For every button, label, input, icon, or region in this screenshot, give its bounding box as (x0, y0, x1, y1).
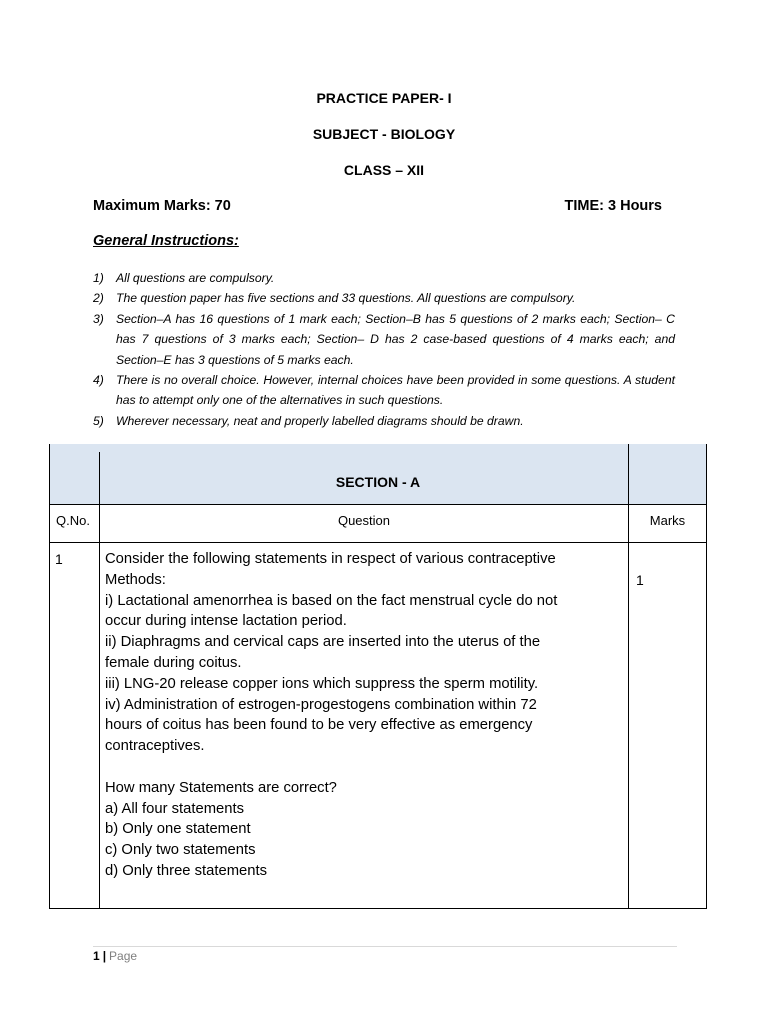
instruction-number: 3) (93, 311, 104, 326)
instruction-number: 2) (93, 291, 104, 306)
instruction-text: All questions are compulsory. (116, 271, 275, 285)
question-line: hours of coitus has been found to be very effective as emergency (105, 717, 533, 734)
question-line: Consider the following statements in respect of various contraceptive (105, 551, 556, 567)
instruction-number: 4) (93, 373, 104, 388)
question-prompt: How many Statements are correct? (105, 779, 337, 796)
paper-title: PRACTICE PAPER- I (316, 90, 452, 106)
general-instructions-heading: General Instructions: (93, 233, 239, 249)
instruction-item (93, 288, 675, 308)
instruction-text: Section–A has 16 questions of 1 mark each; Section–B has 5 questions of 2 marks each; Section– C has 7 questions of 3 marks each; Section– D has 2 case-based questions of 4 marks each; and Section–E has 3 questions of 5 marks each. (116, 311, 675, 367)
answer-option-c: c) Only two statements (105, 842, 256, 859)
table-rule-section (49, 504, 707, 505)
page-label: Page (109, 949, 138, 963)
table-border-left (49, 444, 50, 909)
instruction-item (93, 370, 675, 411)
answer-option-b: b) Only one statement (105, 821, 251, 838)
question-line: i) Lactational amenorrhea is based on the fact menstrual cycle do not (105, 592, 558, 609)
question-line: Methods: (105, 571, 166, 588)
answer-option-d: d) Only three statements (105, 862, 268, 879)
question-line-gap (105, 757, 625, 778)
instruction-text: The question paper has five sections and 33 questions. All questions are compulsory. (116, 291, 576, 306)
question-line: iii) LNG-20 release copper ions which suppress the sperm motility. (105, 675, 539, 692)
instructions-list (93, 268, 675, 431)
instruction-item (93, 309, 675, 370)
marks-time-row (93, 198, 662, 214)
maximum-marks: Maximum Marks: 70 (93, 198, 231, 214)
table-rule-bottom (49, 908, 707, 909)
footer-rule (93, 946, 677, 947)
question-line: occur during intense lactation period. (105, 613, 347, 630)
paper-class: CLASS – XII (343, 162, 425, 178)
instruction-text: Wherever necessary, neat and properly labelled diagrams should be drawn. (116, 413, 524, 428)
paper-subject: SUBJECT - BIOLOGY (312, 126, 456, 142)
instruction-item (93, 411, 675, 431)
question-line: iv) Administration of estrogen-progestogens combination within 72 (105, 696, 537, 713)
column-header-marks: Marks (649, 513, 686, 528)
question-marks: 1 (636, 572, 644, 588)
question-text (105, 549, 625, 882)
instruction-text: There is no overall choice. However, internal choices have been provided in some questions. A student has to attempt only one of the alternatives in such questions. (116, 373, 675, 408)
instruction-number: 1) (93, 271, 104, 285)
footer-separator: | (102, 949, 107, 963)
table-border-right (706, 444, 707, 909)
page-number: 1 (93, 949, 100, 963)
instruction-item (93, 268, 675, 288)
question-line: ii) Diaphragms and cervical caps are inserted into the uterus of the (105, 634, 541, 651)
question-line: female during coitus. (105, 654, 242, 671)
table-rule-header (49, 542, 707, 543)
question-number: 1 (55, 551, 63, 567)
exam-time: TIME: 3 Hours (564, 198, 662, 214)
column-header-qno: Q.No. (56, 513, 90, 528)
questions-table (49, 444, 707, 909)
page-footer (93, 949, 137, 963)
section-title: SECTION - A (335, 474, 421, 490)
question-line: contraceptives. (105, 738, 205, 755)
instruction-number: 5) (93, 413, 104, 428)
column-header-question: Question (337, 513, 391, 528)
answer-option-a: a) All four statements (105, 800, 244, 817)
